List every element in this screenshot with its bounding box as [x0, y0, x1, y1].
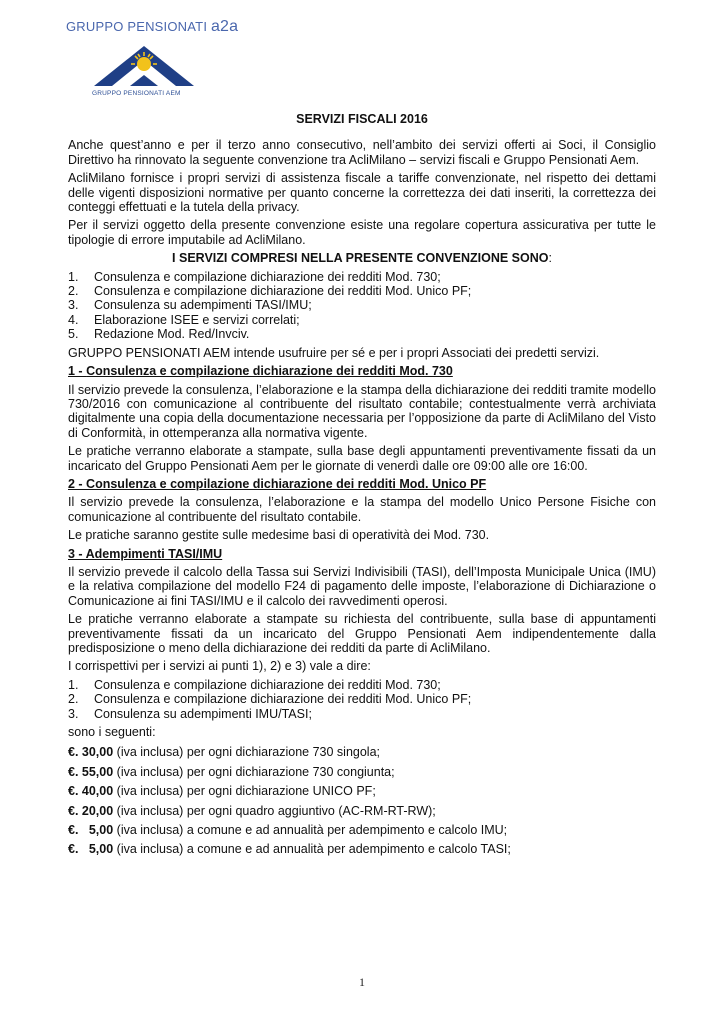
price-amount: €. 40,00 — [68, 784, 114, 799]
list-item — [68, 692, 656, 706]
list-item-text: Elaborazione ISEE e servizi correlati; — [94, 312, 300, 327]
list-item-number: 2. — [68, 692, 79, 707]
list-item-text: Consulenza su adempimenti TASI/IMU; — [94, 298, 312, 313]
usufruire-paragraph: GRUPPO PENSIONATI AEM intende usufruire per sé e per i propri Associati dei predetti servizi. — [68, 345, 600, 360]
section-3-heading: 3 - Adempimenti TASI/IMU — [68, 546, 223, 561]
list-item-number: 2. — [68, 284, 79, 299]
price-row — [68, 745, 656, 759]
brand-suffix: a2a — [210, 18, 239, 35]
list-item-text: Consulenza e compilazione dichiarazione dei redditi Mod. Unico PF; — [94, 692, 472, 707]
price-description: (iva inclusa) a comune e ad annualità per adempimento e calcolo IMU; — [113, 823, 508, 838]
list-item-number: 3. — [68, 706, 79, 721]
list-item-number: 1. — [68, 269, 79, 284]
intro-paragraph-1: Anche quest’anno e per il terzo anno consecutivo, nell’ambito dei servizi offerti ai Soci, il Consiglio Direttivo ha rinnovato la seguente convenzione tra AcliMilano – servizi fiscali e Gruppo Pensionati Aem. — [68, 138, 656, 167]
section-1-paragraph-1: Il servizio prevede la consulenza, l’elaborazione e la stampa della dichiarazione dei redditi tramite modello 730/2016 con comunicazione al contribuente del risultato contabile; contestualmente verrà archiviata digitalmente una copia della documentazione necessaria per l’opposizione da parte di AcliMilano del Visto di Conformità, in ottemperanza alla normativa vigente. — [68, 382, 656, 440]
services-heading-text: I SERVIZI COMPRESI NELLA PRESENTE CONVENZIONE SONO — [172, 251, 549, 266]
list-item-number: 1. — [68, 677, 79, 692]
price-row — [68, 842, 656, 856]
section-1-heading — [68, 364, 656, 378]
list-item-text: Consulenza e compilazione dichiarazione dei redditi Mod. 730; — [94, 269, 441, 284]
list-item — [68, 313, 656, 327]
section-1-heading-text: Consulenza e compilazione dichiarazione dei redditi Mod. 730 — [86, 364, 453, 379]
services-heading-colon: : — [548, 251, 552, 266]
price-amount: €. 5,00 — [68, 823, 114, 838]
fees-label: sono i seguenti: — [68, 725, 156, 740]
price-row — [68, 784, 656, 798]
list-item-number: 4. — [68, 312, 79, 327]
list-item — [68, 327, 656, 341]
logo-caption: GRUPPO PENSIONATI AEM — [92, 90, 181, 97]
brand-name — [66, 18, 266, 36]
list-item-number: 5. — [68, 327, 79, 342]
list-item-text: Consulenza su adempimenti IMU/TASI; — [94, 706, 312, 721]
price-amount: €. 5,00 — [68, 842, 114, 857]
price-description: (iva inclusa) per ogni dichiarazione UNICO PF; — [113, 784, 376, 799]
list-item — [68, 284, 656, 298]
list-item-number: 3. — [68, 298, 79, 313]
list-item-text: Consulenza e compilazione dichiarazione dei redditi Mod. Unico PF; — [94, 284, 472, 299]
page-number: 1 — [359, 975, 365, 989]
price-row — [68, 765, 656, 779]
brand-name-text: GRUPPO PENSIONATI — [66, 19, 208, 34]
list-item — [68, 270, 656, 284]
price-row — [68, 804, 656, 818]
list-item — [68, 678, 656, 692]
price-row — [68, 823, 656, 837]
list-item-text: Consulenza e compilazione dichiarazione dei redditi Mod. 730; — [94, 677, 441, 692]
price-description: (iva inclusa) per ogni quadro aggiuntivo (AC-RM-RT-RW); — [113, 803, 436, 818]
intro-paragraph-3: Per il servizi oggetto della presente convenzione esiste una regolare copertura assicurativa per tutte le tipologie di errore imputabile ad AcliMilano. — [68, 218, 656, 247]
price-description: (iva inclusa) per ogni dichiarazione 730 congiunta; — [113, 764, 395, 779]
section-3-paragraph-2: Le pratiche verranno elaborate a stampate su richiesta del contribuente, sulla base di appuntamenti preventivamente fissati da un incaricato del Gruppo Pensionati Aem indipendentemente dalla predisposizione o meno della dichiarazione dei redditi da parte di AcliMilano. — [68, 612, 656, 655]
fees-intro: I corrispettivi per i servizi ai punti 1), 2) e 3) vale a dire: — [68, 659, 371, 674]
price-amount: €. 30,00 — [68, 745, 114, 760]
mountain-sun-logo-icon — [94, 42, 194, 90]
section-3-paragraph-1: Il servizio prevede il calcolo della Tassa sui Servizi Indivisibili (TASI), dell’Imposta Municipale Unica (IMU) e la relativa compilazione del modello F24 di pagamento delle imposte, l’elaborazione di Dichiarazione o Comunicazione ai fini TASI/IMU e il calcolo dei ravvedimenti operosi. — [68, 564, 656, 608]
services-list — [68, 270, 656, 342]
section-1-lead: 1 - — [68, 364, 87, 379]
fee-services-list — [68, 678, 656, 721]
list-item — [68, 707, 656, 721]
section-2-paragraph-1: Il servizio prevede la consulenza, l’elaborazione e la stampa del modello Unico Persone Fisiche con comunicazione al contribuente del risultato contabile. — [68, 495, 656, 524]
price-description: (iva inclusa) per ogni dichiarazione 730 singola; — [113, 745, 381, 760]
price-amount: €. 55,00 — [68, 764, 114, 779]
price-amount: €. 20,00 — [68, 803, 114, 818]
services-heading — [68, 251, 656, 265]
price-description: (iva inclusa) a comune e ad annualità per adempimento e calcolo TASI; — [113, 842, 511, 857]
section-1-paragraph-2: Le pratiche verranno elaborate a stampate, sulla base degli appuntamenti preventivamente fissati da un incaricato del Gruppo Pensionati Aem per le giornate di venerdì dalle ore 09:00 alle ore 16:00. — [68, 444, 656, 473]
document-title: SERVIZI FISCALI 2016 — [296, 112, 428, 126]
list-item — [68, 298, 656, 312]
section-2-paragraph-2: Le pratiche saranno gestite sulle medesime basi di operatività dei Mod. 730. — [68, 528, 490, 543]
page-header — [66, 18, 266, 108]
document-body — [68, 112, 656, 862]
section-2-heading: 2 - Consulenza e compilazione dichiarazione dei redditi Mod. Unico PF — [68, 476, 487, 491]
list-item-text: Redazione Mod. Red/Invciv. — [94, 327, 250, 342]
intro-paragraph-2: AcliMilano fornisce i propri servizi di assistenza fiscale a tariffe convenzionate, nel rispetto dei dettami delle vigenti disposizioni normative per quanto concerne la correttezza dei dati inseriti, la correttezza dei conteggi effettuati e la tutela della privacy. — [68, 171, 656, 215]
